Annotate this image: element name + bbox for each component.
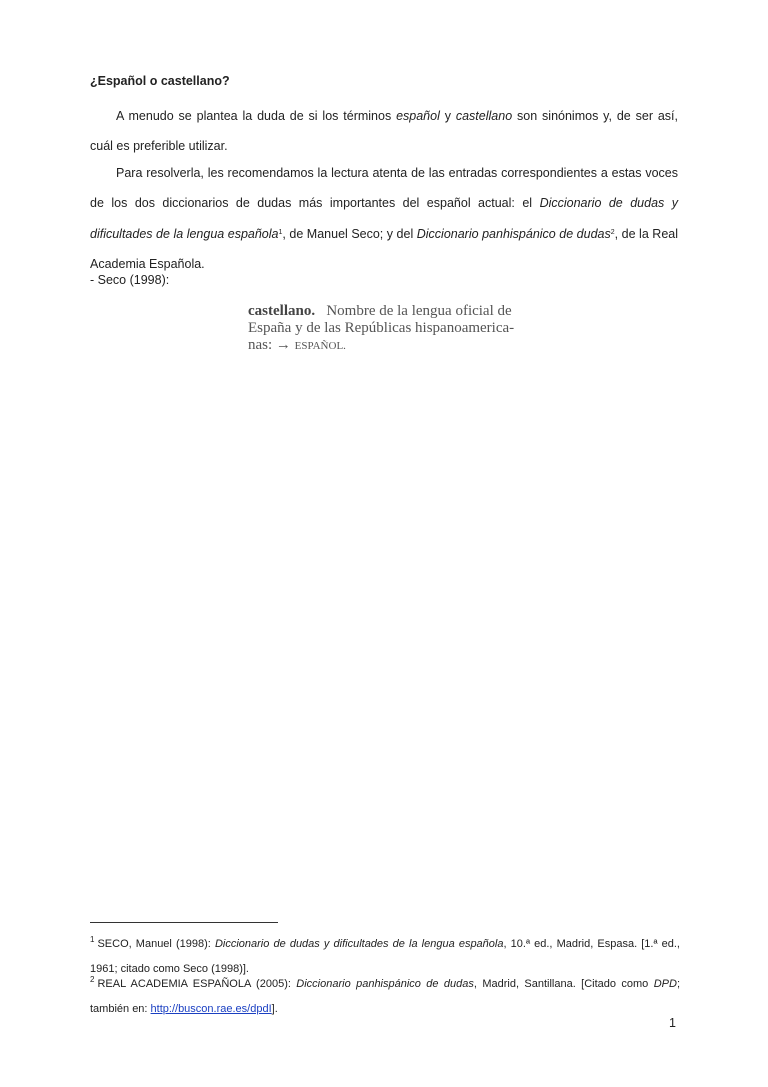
entry-definition: Nombre de la lengua oficial de España y de las Repúblicas hispanoamerica- nas: → (248, 303, 515, 353)
paragraph-intro (90, 101, 678, 161)
paragraph-recommendation (90, 158, 678, 279)
page-title: ¿Español o castellano? (90, 74, 230, 88)
footnote-2-link[interactable]: http://buscon.rae.es/dpdI (150, 1003, 272, 1015)
p2-text-3: , de la Real Academia Española. (90, 227, 679, 271)
p1-term-espanol: español (396, 109, 440, 123)
p2-text-1: Para resolverla, les recomendamos la lectura atenta de las entradas correspondientes a estas voces de los dos diccionarios de dudas más importantes del español actual: el (90, 166, 678, 210)
footnote-2-details: , Madrid, Santillana. [Citado como (473, 978, 654, 990)
p1-text-2: y (439, 109, 456, 123)
footnote-1-details: , 10.ª ed., Madrid, Espasa. [1.ª ed., 1961; citado como Seco (1998)]. (90, 938, 680, 975)
seco-label: - Seco (1998): (90, 273, 170, 287)
footnote-2-abbrev: DPD (653, 978, 677, 990)
p2-text-2: , de Manuel Seco; y del (282, 227, 417, 241)
footnote-ref-2: 2 (610, 229, 615, 236)
footnote-1-author: SECO, Manuel (1998): (97, 938, 215, 950)
dictionary-entry-image (248, 303, 528, 355)
p2-dictionary-2: Diccionario panhispánico de dudas (416, 227, 611, 241)
page-number: 1 (669, 1016, 676, 1030)
footnote-2 (90, 967, 680, 1022)
footnote-2-title: Diccionario panhispánico de dudas (296, 978, 474, 990)
footnote-2-number: 2 (90, 975, 95, 984)
footnote-1-title: Diccionario de dudas y dificultades de la lengua española (214, 938, 504, 950)
footnote-ref-1: 1 (278, 229, 283, 236)
footnote-2-also: ; también en: (90, 978, 680, 1015)
footnote-separator (90, 922, 278, 923)
p1-text-1: A menudo se plantea la duda de si los términos (116, 109, 397, 123)
p1-text-3: son sinónimos y, de ser así, cuál es preferible utilizar. (90, 109, 678, 153)
footnote-1-number: 1 (90, 935, 95, 944)
footnote-2-author: REAL ACADEMIA ESPAÑOLA (2005): (97, 978, 297, 990)
p2-dictionary-1: Diccionario de dudas y dificultades de la lengua española (90, 196, 679, 241)
entry-xref: ESPAÑOL. (294, 340, 346, 352)
footnote-2-end: ]. (271, 1003, 278, 1015)
entry-headword: castellano. (248, 303, 316, 319)
p1-term-castellano: castellano (455, 109, 513, 123)
